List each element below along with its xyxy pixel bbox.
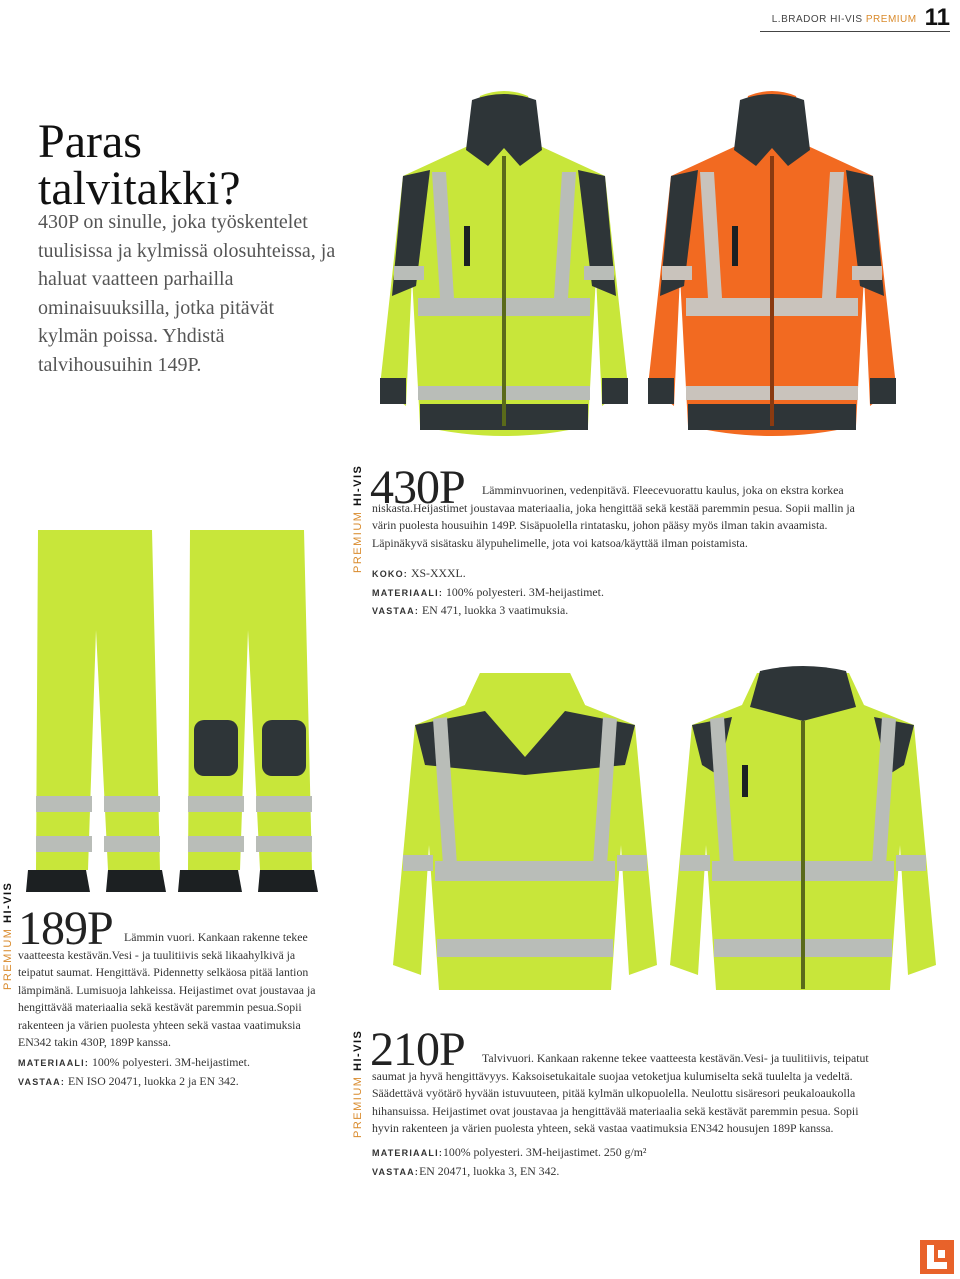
premium-hivis-label-189p: PREMIUM HI-VIS — [2, 881, 14, 990]
product-specs-430p: KOKO: XS-XXXL. MATERIAALI: 100% polyesteri. 3M-heijastimet. VASTAA: EN 471, luokka 3 vaatimuksia. — [372, 566, 604, 617]
premium-hivis-label-210p: PREMIUM HI-VIS — [352, 1029, 364, 1138]
product-code-189p: 189P — [18, 902, 113, 955]
headline-line-2: talvitakki? — [38, 162, 241, 215]
trousers-189p-back-image — [172, 520, 322, 900]
product-code-210p: 210P — [370, 1023, 465, 1076]
header-brand: L.BRADOR HI-VIS PREMIUM — [771, 14, 917, 25]
jacket-430p-orange-image — [638, 86, 906, 458]
jacket-210p-back-image — [385, 665, 665, 1010]
product-code-430p: 430P — [370, 461, 465, 514]
product-description-189p: Lämmin vuori. Kankaan rakenne tekee vaatteesta kestävän.Vesi - ja tuulitiivis sekä likaahylkivä ja teipatut saumat. Hengittävä. Pidennetty selkäosa pitää lantion lämpimänä. Lumisuoja lahkeissa. Heijastimet ovat joustavaa ja hengittävää materiaalia sekä kestävät paremmin pesua.Sopii rakenteen ja värien puolesta yhteen sekä vastaa vaatimuksia EN342 takin 430P, 189P kanssa. — [18, 930, 316, 1049]
intro-text: 430P on sinulle, joka työskentelet tuulisissa ja kylmissä olosuhteissa, ja haluat vaatteen parhailla ominaisuuksilla, jotka pitävät kylmän poissa. Yhdistä talvihousuihin 149P. — [38, 211, 336, 376]
jacket-210p-front-image — [662, 665, 944, 1010]
page-number: 11 — [924, 4, 950, 31]
header-rule — [760, 31, 950, 32]
trousers-189p-front-image — [20, 520, 170, 900]
brand-logo-icon — [920, 1240, 954, 1274]
product-specs-210p: MATERIAALI:100% polyesteri. 3M-heijastimet. 250 g/m² VASTAA:EN 20471, luokka 3, EN 342. — [372, 1145, 647, 1178]
product-description-430p: Lämminvuorinen, vedenpitävä. Fleecevuorattu kaulus, joka on ekstra korkea niskasta.Heijastimet joustavaa materiaalia, joka hengittää sekä kestää paremmin pesua. Sopii mallin ja värin puolesta housuihin 149P. Sisäpuolella rintatasku, johon pääsy myös ilman takin avaamista. Läpinäkyvä sisätasku älypuhelimelle, jota voi katsoa/käyttää ilman poistamista. — [372, 483, 855, 550]
product-specs-189p: MATERIAALI: 100% polyesteri. 3M-heijastimet. VASTAA: EN ISO 20471, luokka 2 ja EN 342. — [18, 1055, 250, 1088]
headline — [38, 115, 241, 215]
headline-line-1: Paras — [38, 115, 142, 168]
jacket-430p-yellow-image — [370, 86, 638, 458]
premium-hivis-label-430p: PREMIUM HI-VIS — [352, 464, 364, 573]
page-header — [772, 0, 960, 30]
product-description-210p: Talvivuori. Kankaan rakenne tekee vaatteesta kestävän.Vesi- ja tuulitiivis, teipatut saumat ja hyvä hengittävyys. Kaksoisetukaitale suojaa vetoketjua kulumiselta sekä tuulelta ja vedeltä. Säädettävä vyötärö hyvään istuvuuteen, pitää kylmän ulkopuolella. Neulottu sisäresori peukaloaukolla hihansuissa. Heijastimet ovat joustavaa ja hengittävää materiaalia sekä kestävät paremmin pesua. Sopii hyvin rakenteen ja värien puolesta yhteen, sekä vastaa vaatimuksia EN342 housujen 189P kanssa. — [372, 1051, 869, 1135]
